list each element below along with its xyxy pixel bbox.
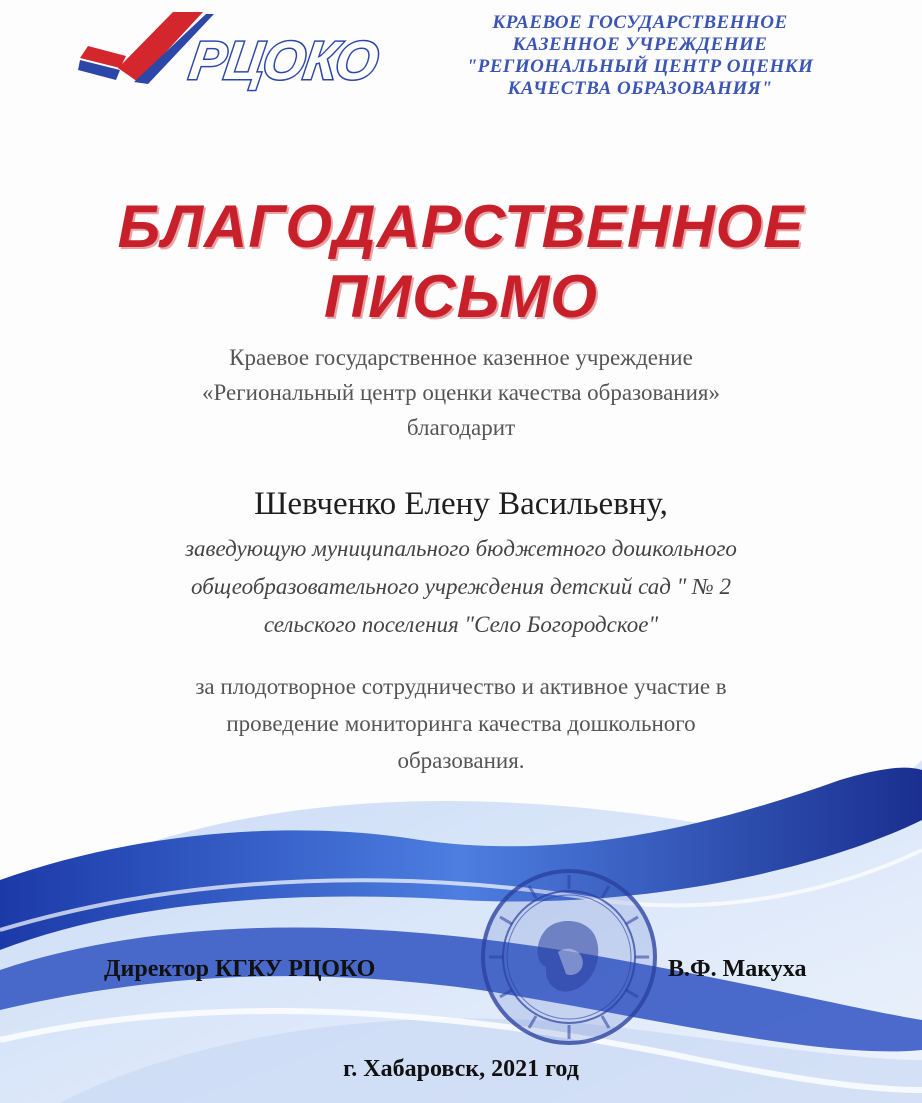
position-line: сельского поселения "Село Богородское" (263, 612, 659, 637)
document-title (0, 192, 922, 332)
title-line: БЛАГОДАРСТВЕННОЕ (117, 193, 805, 260)
header-line: КАЧЕСТВА ОБРАЗОВАНИЯ" (507, 78, 773, 99)
wave-decoration (0, 760, 922, 1103)
signer-name: В.Ф. Макуха (668, 956, 807, 982)
header-line: КАЗЕННОЕ УЧРЕЖДЕНИЕ (512, 34, 768, 55)
reason-line: за плодотворное сотрудничество и активное участие в (195, 674, 727, 699)
intro-text (0, 340, 922, 445)
header-line: КРАЕВОЕ ГОСУДАРСТВЕННОЕ (492, 12, 788, 33)
gratitude-reason (0, 668, 922, 779)
official-stamp (474, 862, 664, 1052)
logo-text: РЦОКО (185, 31, 382, 91)
position-line: заведующую муниципального бюджетного дошкольного (185, 536, 737, 561)
title-line: ПИСЬМО (324, 263, 598, 330)
reason-line: проведение мониторинга качества дошкольного (226, 711, 696, 736)
header-line: "РЕГИОНАЛЬНЫЙ ЦЕНТР ОЦЕНКИ (466, 56, 814, 77)
reason-line: образования. (397, 748, 525, 773)
organization-header (420, 12, 860, 100)
intro-line: благодарит (406, 415, 516, 440)
place-and-date: г. Хабаровск, 2021 год (343, 1056, 579, 1082)
intro-line: Краевое государственное казенное учреждение (229, 345, 693, 370)
intro-line: «Региональный центр оценки качества образования» (202, 380, 720, 405)
recipient-position (70, 530, 852, 644)
signer-position: Директор КГКУ РЦОКО (104, 956, 376, 982)
rcoko-logo (78, 8, 382, 91)
position-line: общеобразовательного учреждения детский сад " № 2 (191, 574, 731, 599)
recipient-name: Шевченко Елену Васильевну, (254, 486, 668, 522)
